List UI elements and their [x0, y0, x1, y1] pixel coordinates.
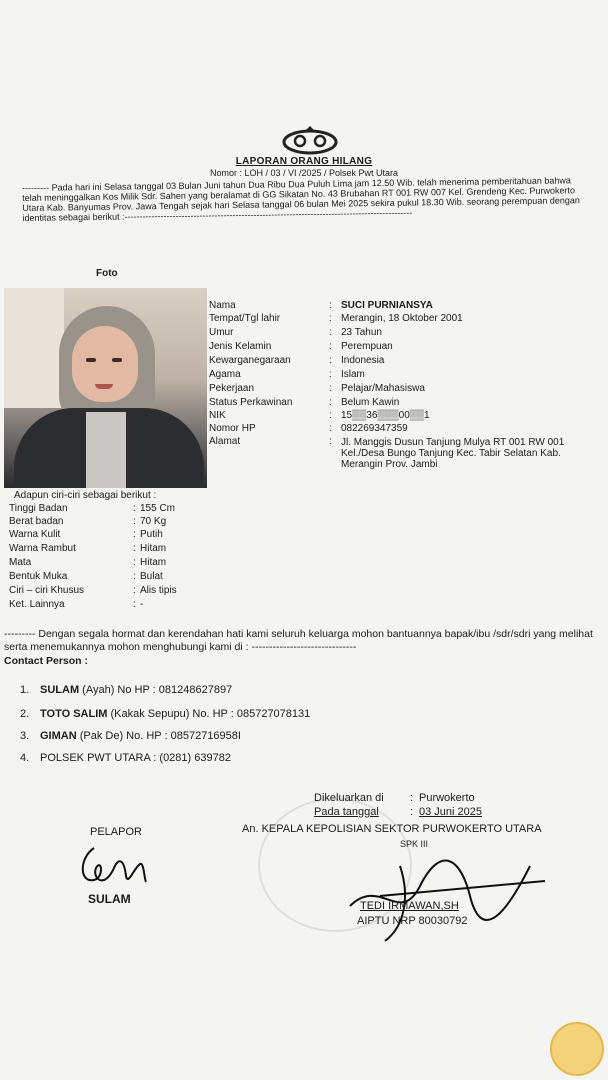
value-hp: 082269347359	[341, 423, 408, 434]
value-jk: Perempuan	[341, 341, 393, 352]
official-signature-icon	[340, 836, 560, 946]
label-ttl: Tempat/Tgl lahir	[209, 313, 281, 324]
label-alamat: Alamat	[209, 436, 241, 447]
label-tinggi: Tinggi Badan	[9, 503, 68, 514]
contact-item: 1. SULAM (Ayah) No HP : 081248627897	[20, 684, 233, 696]
value-warga: Indonesia	[341, 355, 385, 366]
label-lain: Ket. Lainnya	[9, 599, 65, 610]
value-khusus: Alis tipis	[140, 585, 177, 596]
label-warga: Kewarganegaraan	[209, 355, 291, 366]
value-agama: Islam	[341, 369, 365, 380]
value-status: Belum Kawin	[341, 397, 400, 408]
value-mata: Hitam	[140, 557, 167, 568]
label-umur: Umur	[209, 327, 234, 338]
report-intro: --------- Pada hari ini Selasa tanggal 03 Bulan Juni tahun Dua Ribu Dua Puluh Lima jam 12.50 Wib. telah menerima pemberitahuan bahwa telah meninggalkan Kos Milik Sdr. Sahen yang beralamat di GG Sikatan No. 43 Brubahan RT 001 RW 007 Kel. Grendeng Kec. Purwokerto Utara Kab. Banyumas Prov. Jawa Tengah sejak hari Selasa tanggal 06 bulan Mei 2025 sekira pukul 18.30 Wib. seorang perempuan dengan identitas sebagai berikut :------------------------------------------------------------------------------------------------	[22, 175, 580, 223]
label-berat: Berat badan	[9, 516, 64, 527]
label-kulit: Warna Kulit	[9, 529, 61, 540]
issued-place-label: Dikeluarkan di	[314, 792, 384, 804]
issued-date-label: Pada tanggal	[314, 806, 379, 818]
label-rambut: Warna Rambut	[9, 543, 76, 554]
missing-person-photo	[4, 288, 207, 488]
issued-place: Purwokerto	[419, 792, 475, 804]
value-umur: 23 Tahun	[341, 327, 382, 338]
value-alamat: Jl. Manggis Dusun Tanjung Mulya RT 001 RW 001 Kel./Desa Bungo Tanjung Kec. Tabir Selatan Kab. Merangin Prov. Jambi	[341, 437, 565, 470]
reporter-signature-icon	[74, 838, 150, 894]
request-paragraph: --------- Dengan segala hormat dan kerendahan hati kami seluruh keluarga mohon bantuannya bapak/ibu /sdr/sdri yang melihat serta menemukannya mohon menghubungi kami di : ------------------------------	[4, 628, 593, 653]
value-kerja: Pelajar/Mahasiswa	[341, 383, 425, 394]
value-nama: SUCI PURNIANSYA	[341, 300, 433, 311]
contact-item: 3. GIMAN (Pak De) No. HP : 08572716958I	[20, 730, 241, 742]
label-jk: Jenis Kelamin	[209, 341, 272, 352]
label-nik: NIK	[209, 410, 226, 421]
value-lain: -	[140, 599, 144, 610]
value-rambut: Hitam	[140, 543, 167, 554]
official-on-behalf: An. KEPALA KEPOLISIAN SEKTOR PURWOKERTO UTARA	[242, 823, 542, 835]
label-kerja: Pekerjaan	[209, 383, 255, 394]
contact-heading: Contact Person :	[4, 655, 89, 667]
label-nama: Nama	[209, 300, 236, 311]
value-tinggi: 155 Cm	[140, 503, 176, 514]
label-muka: Bentuk Muka	[9, 571, 68, 582]
official-spk: SPK III	[400, 839, 429, 849]
value-nik: 15▒▒36▒▒▒00▒▒1	[341, 410, 430, 421]
report-title: LAPORAN ORANG HILANG	[235, 156, 373, 167]
report-number: Nomor : LOH / 03 / VI /2025 / Polsek Pwt Utara	[209, 168, 399, 178]
label-hp: Nomor HP	[209, 423, 256, 434]
police-emblem-icon	[280, 124, 340, 156]
label-mata: Mata	[9, 557, 32, 568]
reporter-name: SULAM	[88, 892, 131, 906]
label-khusus: Ciri – ciri Khusus	[9, 585, 85, 596]
characteristics-heading: Adapun ciri-ciri sebagai berikut :	[14, 490, 157, 501]
value-muka: Bulat	[140, 571, 163, 582]
photo-label: Foto	[96, 268, 118, 279]
watermark-badge-icon	[550, 1022, 604, 1076]
reporter-label: PELAPOR	[90, 826, 142, 838]
label-agama: Agama	[209, 369, 241, 380]
official-name: TEDI IRMAWAN,SH	[360, 900, 459, 912]
contact-item: 4. POLSEK PWT UTARA : (0281) 639782	[20, 752, 231, 764]
contact-item: 2. TOTO SALIM (Kakak Sepupu) No. HP : 085727078131	[20, 708, 311, 720]
value-berat: 70 Kg	[140, 516, 167, 527]
issued-date: 03 Juni 2025	[419, 806, 482, 818]
value-ttl: Merangin, 18 Oktober 2001	[341, 313, 463, 324]
missing-person-report: LAPORAN ORANG HILANG Nomor : LOH / 03 / VI /2025 / Polsek Pwt Utara --------- Pada hari ini Selasa tanggal 03 Bulan Juni tahun Dua Ribu Dua Puluh Lima jam 12.50 Wib. telah menerima pemberitahuan bahwa telah meninggalkan Kos Milik Sdr. Sahen yang beralamat di GG Sikatan No. 43 Brubahan RT 001 RW 007 Kel. Grendeng Kec. Purwokerto Utara Kab. Banyumas Prov. Jawa Tengah sejak hari Selasa tanggal 06 bulan Mei 2025 sekira pukul 18.30 Wib. seorang perempuan dengan identitas sebagai berikut :------------------------------------------------------------------------------------------------ Foto Nama : SUCI PURNIANSYA Tempat/Tgl lahir : Merangin, 18 Oktober 2001 Umur : 23 Tahun Jenis Kelamin : Perempuan Kewarganegaraan : Indonesia Agama : Islam Pekerjaan : Pelajar/Mahasiswa Status Perkawinan : Belum Kawin NIK : 15▒▒36▒▒▒00▒▒1 Nomor HP : 082269347359 Alamat : Jl. Manggis Dusun Tanjung Mulya RT 001 RW 001 Kel./Desa Bungo Tanjung Kec. Tabir Selatan Kab. Merangin Prov. Jambi Adapun ciri-ciri sebagai berikut : Tinggi Badan : 155 Cm Berat badan : 70 Kg Warna Kulit : Putih Warna Rambut : Hitam Mata : Hitam Bentuk Muka : Bulat Ciri – ciri Khusus : Alis tipis Ket. Lainnya : - --------- Dengan segala hormat dan kerendahan hati kami seluruh keluarga mohon bantuannya bapak/ibu /sdr/sdri yang melihat serta menemukannya mohon menghubungi kami di : ------------------------------ Contact Person : 1. SULAM (Ayah) No HP : 081248627897 2. TOTO SALIM (Kakak Sepupu) No. HP : 085727078131 3. GIMAN (Pak De) No. HP : 08572716958I 4. POLSEK PWT UTARA : (0281) 639782 Dikeluarkan di : Purwokerto Pada tanggal : 03 Juni 2025 An. KEPALA KEPOLISIAN SEKTOR PURWOKERTO UTARA SPK III TEDI IRMAWAN,SH AIPTU NRP 80030792 PELAPOR SULAM	[0, 0, 608, 1080]
official-rank: AIPTU NRP 80030792	[357, 915, 468, 927]
value-kulit: Putih	[140, 529, 163, 540]
label-status: Status Perkawinan	[209, 397, 293, 408]
